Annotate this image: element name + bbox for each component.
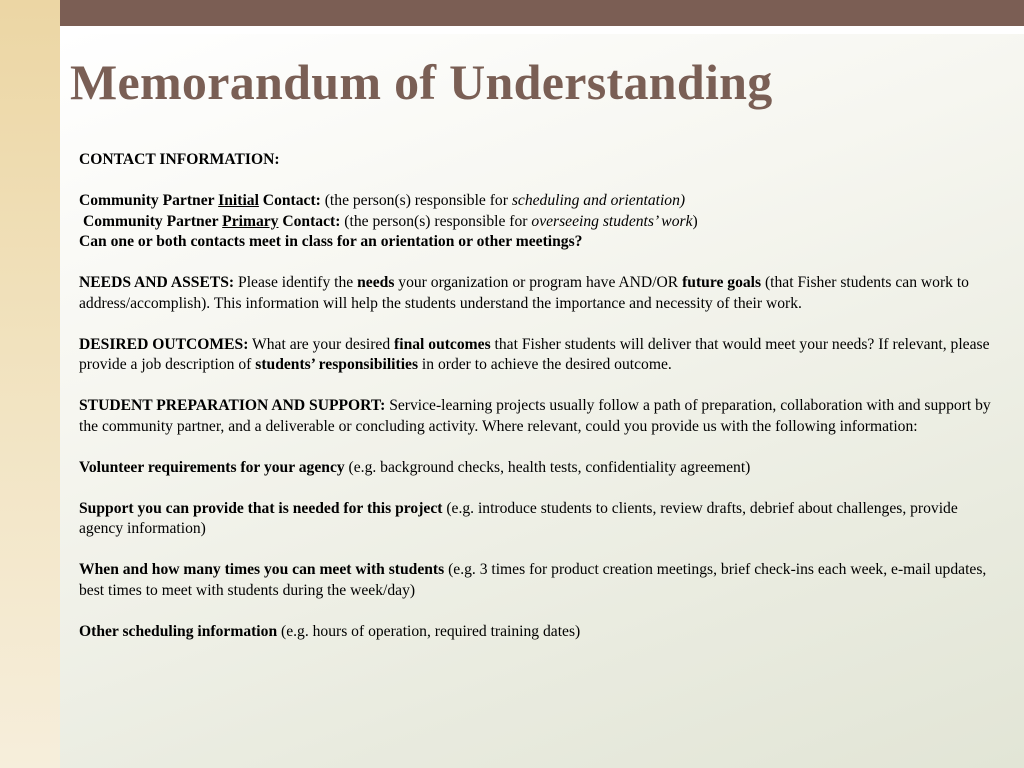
orientation-question: Can one or both contacts meet in class for an orientation or other meetings?: [79, 233, 583, 250]
initial-contact-line: Community Partner Initial Contact: (the person(s) responsible for scheduling and orientation): [79, 192, 686, 209]
desired-outcomes-paragraph: DESIRED OUTCOMES: What are your desired final outcomes that Fisher students will deliver that would meet your needs? If relevant, please provide a job description of students’ responsibilities in order to achieve the desired outcome.: [79, 335, 990, 373]
memo-content: [79, 150, 1004, 642]
needs-assets-paragraph: NEEDS AND ASSETS: Please identify the needs your organization or program have AND/OR future goals (that Fisher students can work to address/accomplish). This information will help the students understand the importance and necessity of their work.: [79, 274, 969, 312]
support-item: Support you can provide that is needed for this project (e.g. introduce students to clients, review drafts, debrief about challenges, provide agency information): [79, 499, 958, 537]
top-header-bar: [60, 0, 1024, 26]
contact-heading: CONTACT INFORMATION:: [79, 151, 280, 168]
top-divider: [60, 26, 1024, 34]
student-preparation-paragraph: STUDENT PREPARATION AND SUPPORT: Service-learning projects usually follow a path of preparation, collaboration with and support by the community partner, and a deliverable or concluding activity. Where relevant, could you provide us with the following information:: [79, 397, 991, 435]
primary-contact-line: Community Partner Primary Contact: (the person(s) responsible for overseeing students’ work): [83, 212, 698, 230]
volunteer-requirements-item: Volunteer requirements for your agency (e.g. background checks, health tests, confidentiality agreement): [79, 458, 751, 476]
slide-title: Memorandum of Understanding: [70, 54, 773, 110]
meeting-frequency-item: When and how many times you can meet with students (e.g. 3 times for product creation meetings, brief check-ins each week, e-mail updates, best times to meet with students during the week/day): [79, 561, 987, 599]
scheduling-info-item: Other scheduling information (e.g. hours of operation, required training dates): [79, 622, 581, 640]
left-decorative-band: [0, 0, 60, 768]
